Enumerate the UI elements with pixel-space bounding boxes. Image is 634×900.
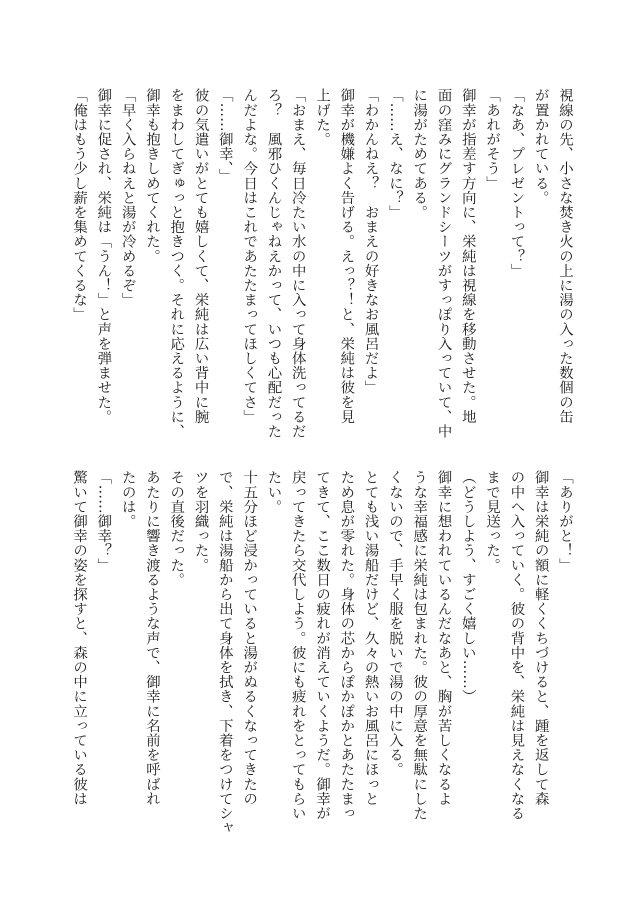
text-line: 「わかんねえ？ おまえの好きなお風呂だよ」 <box>362 88 379 395</box>
text-line: たのは。 <box>119 470 136 529</box>
text-line: 驚いて御幸の姿を探すと、森の中に立っている彼は <box>71 470 88 806</box>
text-line: をまわしてぎゅっと抱きつく。それに応えるように、 <box>168 88 185 439</box>
text-line: 「ありがと！」 <box>557 470 573 573</box>
text-line: 御幸が指差す方向に、栄純は視線を移動させた。地 <box>459 88 476 424</box>
text-line: うな幸福感に栄純は包まれた。彼の厚意を無駄にした <box>411 470 428 821</box>
upper-text-block <box>71 88 577 450</box>
text-line: の中へ入っていく。彼の背中を、栄純は見えなくなる <box>508 470 525 821</box>
text-line: くないので、手早く服を脱いで湯の中に入る。 <box>386 470 403 777</box>
text-line: ろ？ 風邪ひくんじゃねえかって、いつも心配だった <box>265 88 282 439</box>
text-line: ツを羽織った。 <box>192 470 209 573</box>
text-line: 御幸は栄純の額に軽くくちづけると、踵を返して森 <box>532 470 549 806</box>
text-line: 「おまえ、毎日冷たい水の中に入って身体洗ってるだ <box>289 88 306 439</box>
lower-text-block <box>57 470 577 835</box>
text-line: んだよな。今日はこれであたたまってほしくてさ」 <box>241 88 258 424</box>
text-line: たい。 <box>265 470 282 514</box>
text-line: 御幸も抱きしめてくれた。 <box>143 88 160 264</box>
text-line: てきて、ここ数日の疲れが消えていくようだ。御幸が <box>314 470 331 821</box>
text-line: 「……え、なに？」 <box>386 88 403 220</box>
text-line: とても浅い湯船だけど、久々の熱いお風呂にほっと <box>362 470 379 806</box>
text-line: 「なあ、プレゼントって？」 <box>508 88 525 278</box>
text-line: 「……御幸、」 <box>216 88 233 183</box>
text-line: 「俺はもう少し薪を集めてくるな」 <box>71 88 88 322</box>
text-line: 御幸に促され、栄純は「うん！」と声を弾ませた。 <box>95 88 112 424</box>
text-line: ため息が零れた。身体の芯からぽかぽかとあたたまっ <box>338 470 355 821</box>
text-line: が置かれている。 <box>532 88 549 205</box>
text-line: 「あれがそう」 <box>484 88 501 191</box>
text-line: （どうしよう、すごく嬉しい……） <box>459 470 476 704</box>
text-line: に湯がためてある。 <box>411 88 428 220</box>
text-line: 「……御幸？」 <box>95 470 112 573</box>
text-line: 彼の気遣いがとても嬉しくて、栄純は広い背中に腕 <box>192 88 209 424</box>
text-line: 十五分ほど浸かっていると湯がぬるくなってきたの <box>241 470 258 806</box>
text-line: 御幸に想われているんだなあと、胸が苦しくなるよ <box>435 470 452 806</box>
text-line: で、栄純は湯船から出て身体を拭き、下着をつけてシャ <box>216 470 233 835</box>
text-line: あたりに響き渡るような声で、御幸に名前を呼ばれ <box>143 470 160 806</box>
text-line: 御幸が機嫌よく告げる。えっ？！と、栄純は彼を見 <box>338 88 355 424</box>
text-line: 戻ってきたら交代しよう。彼にも疲れをとってもらい <box>289 470 306 821</box>
text-line: 上げた。 <box>314 88 331 147</box>
text-line: 「早く入らねえと湯が冷めるぞ」 <box>119 88 136 307</box>
text-line: まで見送った。 <box>484 470 501 573</box>
text-line: 視線の先、小さな焚き火の上に湯の入った数個の缶 <box>557 88 573 424</box>
text-line: 面の窪みにグランドシーツがすっぽり入っていて、中 <box>435 88 452 439</box>
text-line: その直後だった。 <box>168 470 185 587</box>
